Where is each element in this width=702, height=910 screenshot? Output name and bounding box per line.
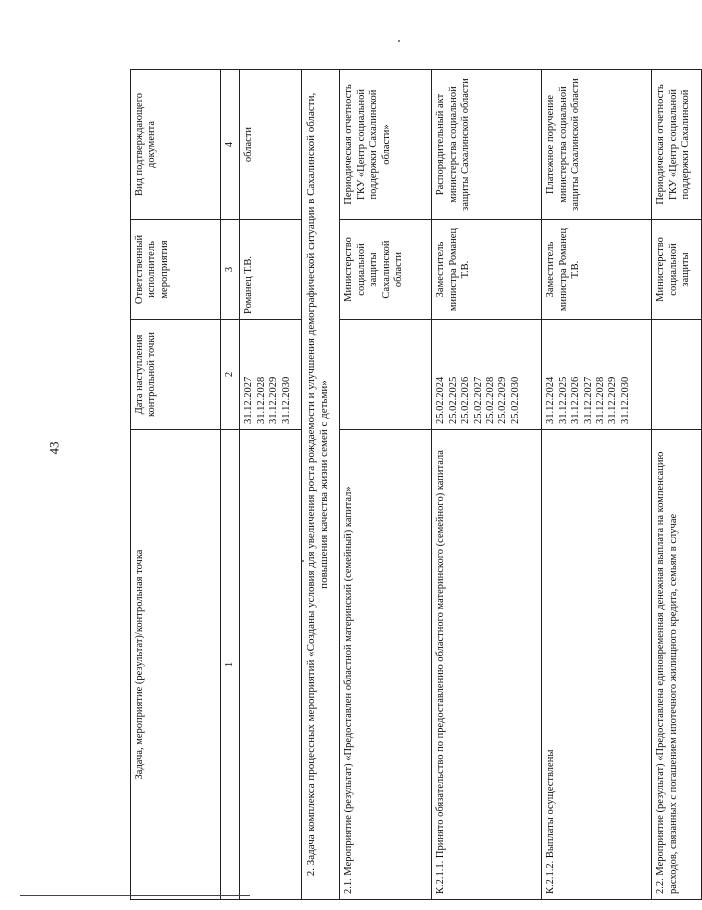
- table-row: [340, 70, 432, 900]
- row-k211-responsible: Заместитель министра Романец Т.В.: [432, 220, 542, 320]
- header-task: Задача, мероприятие (результат)/контрольная точка: [131, 430, 221, 900]
- row-k211-document: Распорядительный акт министерства социальной защиты Сахалинской области: [432, 70, 542, 220]
- row-k212-title: К.2.1.2. Выплаты осуществлены: [542, 430, 652, 900]
- row-k211-dates: 25.02.2024 25.02.2025 25.02.2026 25.02.2027 25.02.2028 25.02.2029 25.02.2030: [432, 320, 542, 430]
- row-2-2-responsible: Министерство социальной защиты: [652, 220, 702, 320]
- row-2-2-document: Периодическая отчетность ГКУ «Центр социальной поддержки Сахалинской: [652, 70, 702, 220]
- table-row: [542, 70, 652, 900]
- row-k212-responsible: Заместитель министра Романец Т.В.: [542, 220, 652, 320]
- table-row: [240, 70, 302, 900]
- row-k211-title: К.2.1.1. Принято обязательство по предоставлению областного материнского (семейного) капитала: [432, 430, 542, 900]
- first-row-document: области: [240, 70, 302, 220]
- task-2-heading: 2. Задача комплекса процессных мероприятий «Созданы условия для увеличения роста рождаемости и улучшения демографической ситуации в Сахалинской области, повышения качества жизни семей с детьми»: [302, 70, 340, 900]
- column-number-4: 4: [221, 70, 240, 220]
- row-2-1-responsible: Министерство социальной защиты Сахалинской области: [340, 220, 432, 320]
- header-responsible: Ответственный исполнитель мероприятия: [131, 220, 221, 320]
- scan-artifact-line: [20, 895, 250, 896]
- page-number: 43: [46, 441, 62, 455]
- first-row-task: [240, 430, 302, 900]
- column-number-3: 3: [221, 220, 240, 320]
- row-2-2-title: 2.2. Мероприятие (результат) «Предоставлена единовременная денежная выплата на компенсацию расходов, связанных с погашением ипотечного жилищного кредита, семьям в случае: [652, 430, 702, 900]
- row-k212-document: Платежное поручение министерства социальной защиты Сахалинской области: [542, 70, 652, 220]
- first-row-dates: 31.12.2027 31.12.2028 31.12.2029 31.12.2030: [240, 320, 302, 430]
- table-row: [432, 70, 542, 900]
- control-points-table: [130, 69, 702, 900]
- row-2-1-document: Периодическая отчетность ГКУ «Центр социальной поддержки Сахалинской области»: [340, 70, 432, 220]
- table-row: [652, 70, 702, 900]
- row-2-1-dates: [340, 320, 432, 430]
- first-row-responsible: Романец Т.В.: [240, 220, 302, 320]
- row-2-1-title: 2.1. Мероприятие (результат) «Предоставлен областной материнский (семейный) капитал»: [340, 430, 432, 900]
- scan-dust-dot: [398, 40, 400, 42]
- column-number-2: 2: [221, 320, 240, 430]
- header-document: Вид подтверждающего документа: [131, 70, 221, 220]
- row-2-2-dates: [652, 320, 702, 430]
- column-number-1: 1: [221, 430, 240, 900]
- rotated-table-sheet: [130, 70, 700, 900]
- scan-dust-dot: [302, 560, 304, 562]
- header-date: Дата наступления контрольной точки: [131, 320, 221, 430]
- row-k212-dates: 31.12.2024 31.12.2025 31.12.2026 31.12.2027 31.12.2028 31.12.2029 31.12.2030: [542, 320, 652, 430]
